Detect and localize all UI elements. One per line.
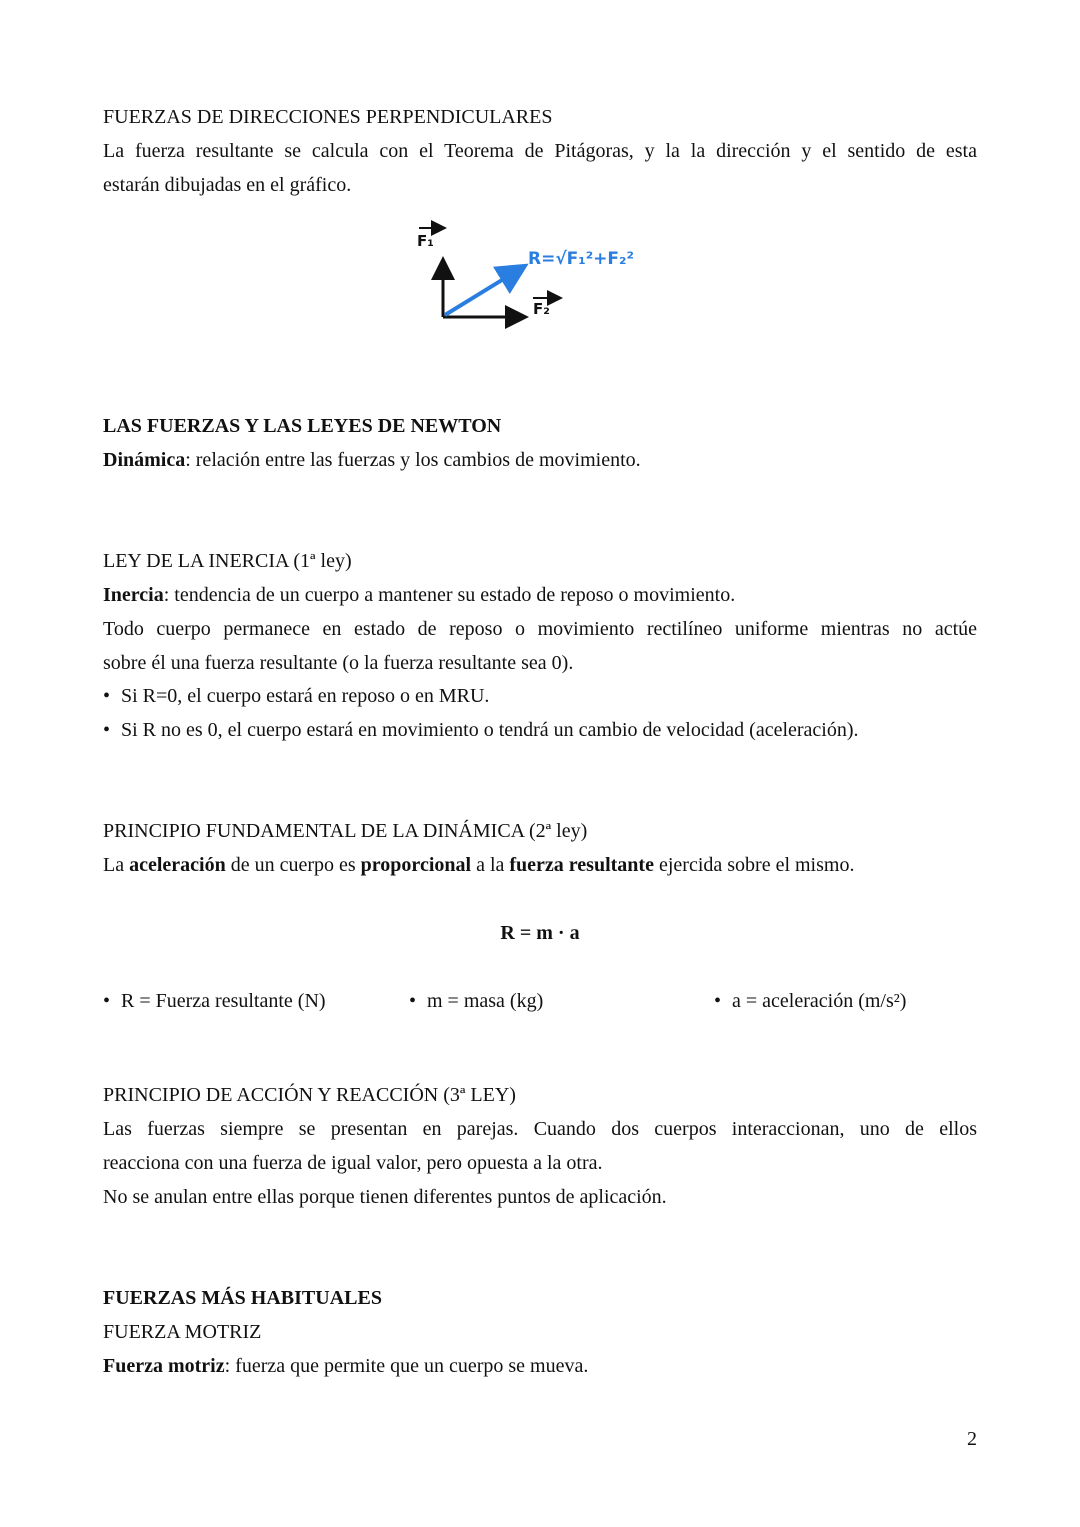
term: Fuerza motriz (103, 1355, 225, 1377)
variable-text: R = Fuerza resultante (N) (121, 990, 326, 1012)
definition-dinamica (103, 447, 641, 473)
heading-perpendicular-forces: FUERZAS DE DIRECCIONES PERPENDICULARES (103, 106, 553, 128)
vector-diagram (403, 220, 703, 340)
second-law-statement (103, 852, 854, 878)
subheading-motive-force: FUERZA MOTRIZ (103, 1321, 262, 1343)
paragraph-line: estarán dibujadas en el gráfico. (103, 174, 352, 196)
bullet-icon: • (714, 990, 722, 1012)
definition-text: : tendencia de un cuerpo a mantener su estado de reposo o movimiento. (163, 584, 736, 606)
heading-third-law: PRINCIPIO DE ACCIÓN Y REACCIÓN (3ª LEY) (103, 1084, 516, 1106)
bullet-icon: • (103, 990, 111, 1012)
f1-label: F₁ (417, 232, 434, 250)
paragraph-line: La fuerza resultante se calcula con el Teorema de Pitágoras, y la la dirección y el sentido de esta (103, 140, 977, 162)
bold-text: fuerza resultante (509, 854, 654, 876)
term: Dinámica (103, 449, 186, 471)
variable-item (409, 988, 543, 1014)
text: a la (471, 854, 510, 876)
heading-second-law: PRINCIPIO FUNDAMENTAL DE LA DINÁMICA (2ª ley) (103, 820, 588, 842)
list-item (103, 683, 489, 709)
bold-text: aceleración (129, 854, 226, 876)
list-item (103, 717, 859, 743)
text: La (103, 854, 130, 876)
paragraph-line: Las fuerzas siempre se presentan en parejas. Cuando dos cuerpos interaccionan, uno de ellos (103, 1118, 977, 1140)
text: ejercida sobre el mismo. (653, 854, 855, 876)
bullet-icon: • (103, 685, 111, 707)
paragraph-line: No se anulan entre ellas porque tienen diferentes puntos de aplicación. (103, 1186, 667, 1208)
variable-text: m = masa (kg) (427, 990, 544, 1012)
bullet-icon: • (103, 719, 111, 741)
list-item-text: Si R=0, el cuerpo estará en reposo o en MRU. (121, 685, 490, 707)
page-number: 2 (967, 1428, 977, 1450)
bullet-icon: • (409, 990, 417, 1012)
resultant-vector-arrow (445, 272, 515, 315)
paragraph-line: Todo cuerpo permanece en estado de reposo o movimiento rectilíneo uniforme mientras no actúe (103, 618, 977, 640)
heading-common-forces: FUERZAS MÁS HABITUALES (103, 1287, 382, 1309)
f2-label: F₂ (533, 300, 550, 318)
paragraph-line: sobre él una fuerza resultante (o la fuerza resultante sea 0). (103, 652, 574, 674)
variable-text: a = aceleración (m/s²) (732, 990, 907, 1012)
term: Inercia (103, 584, 164, 606)
variable-item (103, 988, 326, 1014)
heading-inertia-law: LEY DE LA INERCIA (1ª ley) (103, 550, 352, 572)
heading-newton-laws: LAS FUERZAS Y LAS LEYES DE NEWTON (103, 415, 502, 437)
definition-inercia (103, 582, 735, 608)
definition-text: : fuerza que permite que un cuerpo se mueva. (224, 1355, 589, 1377)
paragraph-line: reacciona con una fuerza de igual valor, pero opuesta a la otra. (103, 1152, 603, 1174)
resultant-formula: R=√F₁²+F₂² (528, 249, 634, 269)
text: de un cuerpo es (225, 854, 361, 876)
bold-text: proporcional (360, 854, 472, 876)
formula: R = m · a (500, 922, 580, 944)
definition-text: : relación entre las fuerzas y los cambios de movimiento. (185, 449, 641, 471)
definition-fuerza-motriz (103, 1353, 588, 1379)
list-item-text: Si R no es 0, el cuerpo estará en movimiento o tendrá un cambio de velocidad (aceleración). (121, 719, 859, 741)
variable-item (714, 988, 906, 1014)
